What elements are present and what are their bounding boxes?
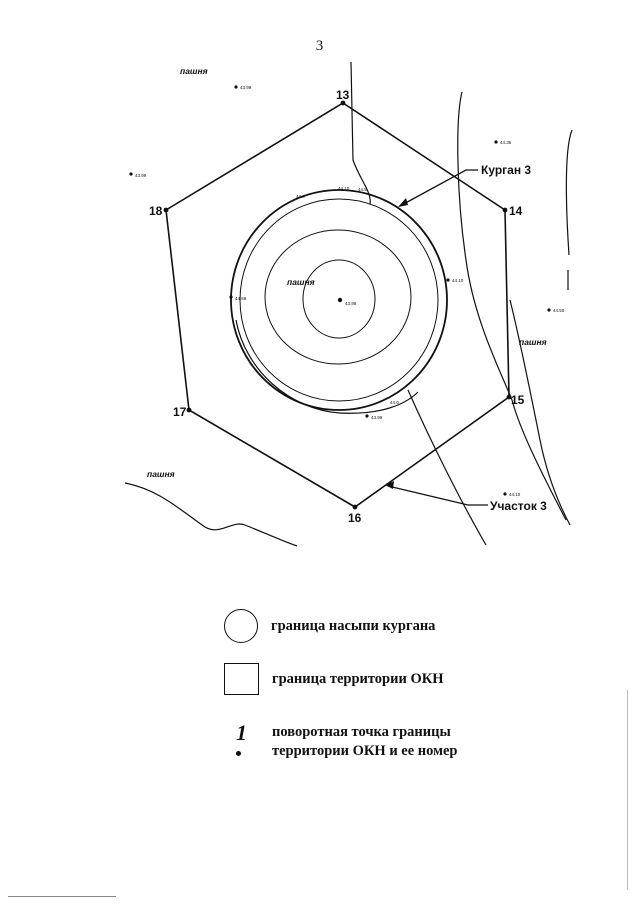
elevation-label: 43.99 bbox=[135, 173, 147, 178]
page-number: 3 bbox=[315, 38, 324, 54]
point-label-13: 13 bbox=[336, 88, 350, 102]
land-label: пашня bbox=[147, 469, 175, 479]
point-label-15: 15 bbox=[511, 393, 525, 407]
mound-top-marker bbox=[338, 298, 342, 302]
kurgan-callout-leader bbox=[400, 170, 478, 206]
legend-turning-point-line2: территории ОКН и ее номер bbox=[272, 743, 458, 759]
field-edge-line bbox=[125, 483, 297, 546]
elevation-label: 44.58 bbox=[235, 296, 247, 301]
legend-turning-point-line1: поворотная точка границы bbox=[272, 724, 451, 740]
elevation-label: 44.10 bbox=[338, 186, 350, 191]
point-label-18: 18 bbox=[149, 204, 163, 218]
mound-contour-middle bbox=[265, 230, 411, 364]
kurgan-callout-arrow bbox=[398, 198, 408, 207]
legend-territory-boundary bbox=[224, 663, 444, 695]
plot-callout-label: Участок 3 bbox=[490, 499, 547, 513]
turning-point-16-marker bbox=[353, 505, 358, 510]
turning-point-17-marker bbox=[187, 408, 192, 413]
elevation-label: 44.50 bbox=[553, 308, 565, 313]
legend-territory-boundary-text: граница территории ОКН bbox=[272, 670, 444, 687]
scan-edge-line bbox=[627, 690, 628, 890]
turning-point-symbol-icon bbox=[224, 722, 258, 762]
legend-turning-point bbox=[224, 722, 458, 762]
point-label-17: 17 bbox=[173, 405, 187, 419]
elevation-label: 44.0 bbox=[296, 194, 305, 199]
land-label: пашня bbox=[180, 66, 208, 76]
kurgan-callout-label: Курган 3 bbox=[481, 163, 532, 177]
footer-rule bbox=[8, 896, 116, 897]
elevation-label: 44.35 bbox=[500, 140, 512, 145]
elevation-label: 44.10 bbox=[509, 492, 521, 497]
point-label-14: 14 bbox=[509, 204, 523, 218]
legend-turning-point-text bbox=[272, 723, 458, 761]
plot-callout-leader bbox=[388, 486, 488, 505]
elevation-label: 44.10 bbox=[452, 278, 464, 283]
turning-point-14-marker bbox=[503, 208, 508, 213]
elevation-label: 43.99 bbox=[240, 85, 252, 90]
elevation-label: 43.98 bbox=[345, 301, 357, 306]
turning-point-symbol-number: 1 bbox=[236, 720, 247, 745]
turning-point-symbol-dot bbox=[236, 751, 241, 756]
field-edge-line bbox=[351, 62, 370, 204]
legend-mound-boundary-text: граница насыпи кургана bbox=[271, 617, 436, 634]
legend-mound-boundary bbox=[224, 609, 435, 643]
elevation-label: 44.5 bbox=[358, 187, 367, 192]
square-symbol-icon bbox=[224, 663, 259, 695]
field-edge-line bbox=[408, 390, 486, 545]
land-label: пашня bbox=[519, 337, 547, 347]
turning-point-18-marker bbox=[164, 208, 169, 213]
land-label: пашня bbox=[287, 277, 315, 287]
field-edge-line bbox=[566, 130, 572, 255]
elevation-label: 43.99 bbox=[371, 415, 383, 420]
circle-symbol-icon bbox=[224, 609, 258, 643]
elevation-label: 44.0 bbox=[390, 400, 399, 405]
point-label-16: 16 bbox=[348, 511, 362, 525]
